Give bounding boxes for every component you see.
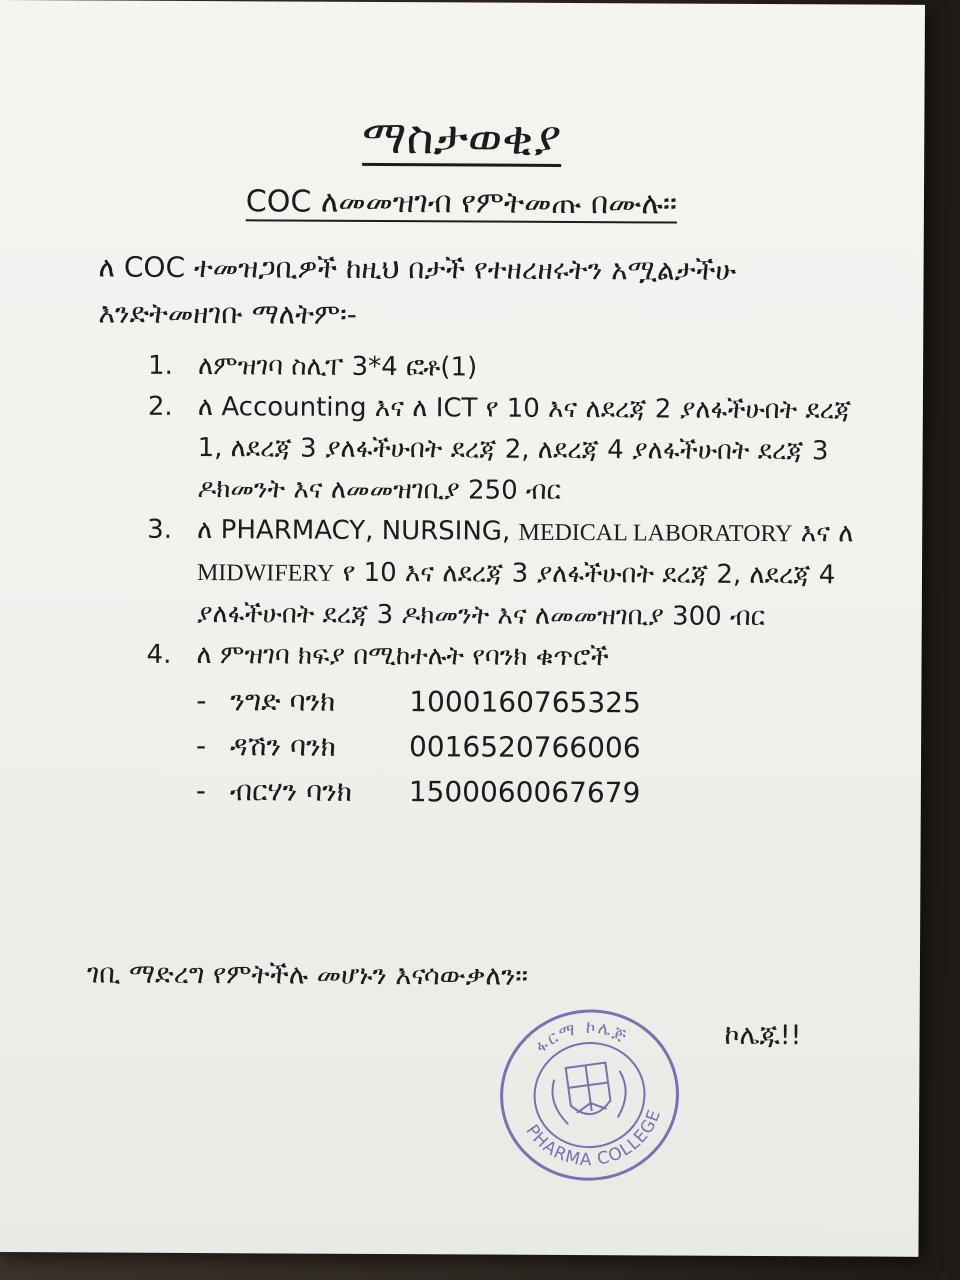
stamp-bottom-text: PHARMA COLLEGE xyxy=(521,1106,666,1171)
college-signoff: ኮሌጁ!! xyxy=(724,1019,802,1052)
requirements-list xyxy=(146,346,868,817)
item-text: ለ Accounting እና ለ ICT የ 10 እና ለደረጃ 2 ያለፋችሁበት ደረጃ 1, ለደረጃ 3 ያለፋችሁበት ደረጃ 2, ለደረጃ 4 ያለፋችሁበት ደረጃ 3 ዶክመንት እና ለመመዝገቢያ 250 ብር xyxy=(197,392,852,506)
item-number: 3. xyxy=(147,514,173,545)
closing-statement: ገቢ ማድረግ የምትችሉ መሆኑን እናሳውቃለን፡፡ xyxy=(86,958,529,992)
item-number: 4. xyxy=(146,639,172,670)
item-text-part: ለ PHARMACY, NURSING, xyxy=(197,515,519,547)
bank-name: ዳሽን ባንክ xyxy=(230,729,336,763)
notice-heading: ማስታወቂያ xyxy=(362,109,562,165)
list-item xyxy=(147,510,868,639)
svg-text:ፋርማ ኮሌጅ xyxy=(529,1012,633,1059)
list-item xyxy=(146,635,866,680)
college-stamp xyxy=(483,991,695,1195)
bank-name: ብርሃን ባንክ xyxy=(229,774,353,808)
notice-subheading: COC ለመመዝገብ የምትመጡ በሙሉ፡፡ xyxy=(245,184,678,222)
stamp-emblem-icon xyxy=(549,1060,629,1125)
list-item xyxy=(147,387,868,514)
item-text-part: እና ለ xyxy=(792,518,854,549)
stamp-top-text: ፋርማ ኮሌጅ xyxy=(531,1017,632,1058)
bank-row xyxy=(196,678,866,727)
list-item xyxy=(148,346,868,391)
bank-dash: - xyxy=(195,774,207,808)
notice-intro: ለ COC ተመዝጋቢዎች ከዚህ በታች የተዘረዘሩትን አሟልታችሁ እንድትመዘገቡ ማለትም፡- xyxy=(98,250,737,331)
item-text: ለ ምዝገባ ክፍያ በሚከተሉት የባንክ ቁጥሮች xyxy=(196,640,609,673)
bank-row xyxy=(196,768,866,817)
bank-account-number: 1000160765325 xyxy=(409,685,641,720)
bank-dash: - xyxy=(196,729,207,763)
bank-account-number: 1500060067679 xyxy=(408,775,641,810)
item-text-serif: MEDICAL LABORATORY xyxy=(518,519,793,548)
bank-row xyxy=(196,723,866,772)
item-number: 2. xyxy=(147,391,173,422)
bank-name: ንግድ ባንክ xyxy=(230,684,336,718)
item-number: 1. xyxy=(148,350,173,381)
item-text-serif: MIDWIFERY xyxy=(196,560,335,587)
bank-accounts-list xyxy=(196,678,867,817)
item-text: ለምዝገባ ስሊፐ 3*4 ፎቶ(1) xyxy=(198,351,478,383)
item-text-part: የ 10 እና ለደረጃ 3 ያለፋችሁበት ደረጃ 2, ለደረጃ 4 ያለፋችሁበት ደረጃ 3 ዶክመንት እና ለመመዝገቢያ 300 ብር xyxy=(196,557,836,633)
bank-dash: - xyxy=(196,684,207,718)
bank-account-number: 0016520766006 xyxy=(408,730,641,765)
